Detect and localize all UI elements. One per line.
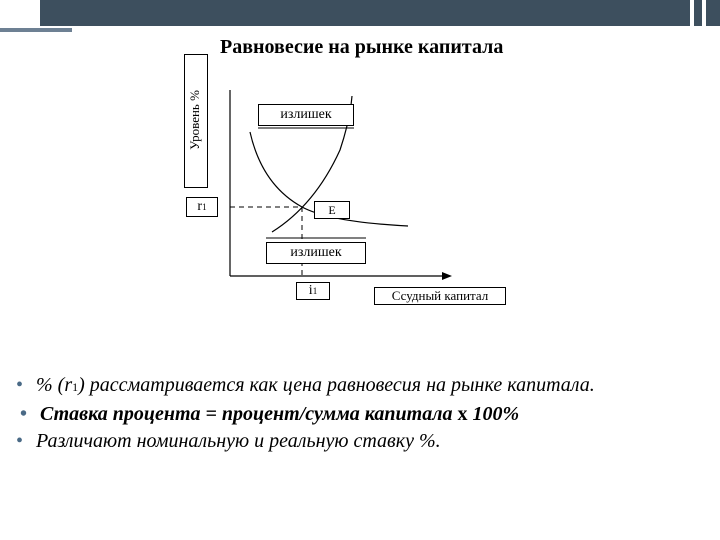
rate-label: r1 — [186, 197, 218, 217]
bullet-item — [16, 428, 706, 455]
bullet-marker: • — [20, 403, 28, 425]
x-axis-label: Ссудный капитал — [374, 287, 506, 305]
bullet-text: ) рассматривается как цена равновесия на рынке капитала. — [78, 374, 595, 396]
x-axis-arrow — [442, 272, 452, 280]
y-axis-label: Уровень % — [187, 90, 202, 150]
slide-title: Равновесие на рынке капитала — [220, 36, 504, 58]
bullet-multiply: х — [457, 403, 468, 425]
bullet-text: Ставка процента = процент/сумма капитала — [40, 403, 458, 425]
surplus-label-bottom: излишек — [266, 242, 366, 264]
surplus-label-top: излишек — [258, 104, 354, 126]
bullet-item — [16, 372, 706, 401]
bullet-marker: • — [16, 374, 24, 396]
bullet-item — [20, 401, 706, 428]
bullet-text: 100% — [467, 403, 520, 425]
bullet-list — [16, 372, 706, 455]
equilibrium-label: E — [314, 201, 350, 219]
bullet-text: % (r — [36, 374, 73, 396]
bullet-subscript: 1 — [72, 380, 79, 394]
bullet-text: Различают номинальную и реальную ставку %. — [36, 430, 441, 452]
bullet-marker: • — [16, 430, 24, 452]
quantity-label: i1 — [296, 282, 330, 300]
